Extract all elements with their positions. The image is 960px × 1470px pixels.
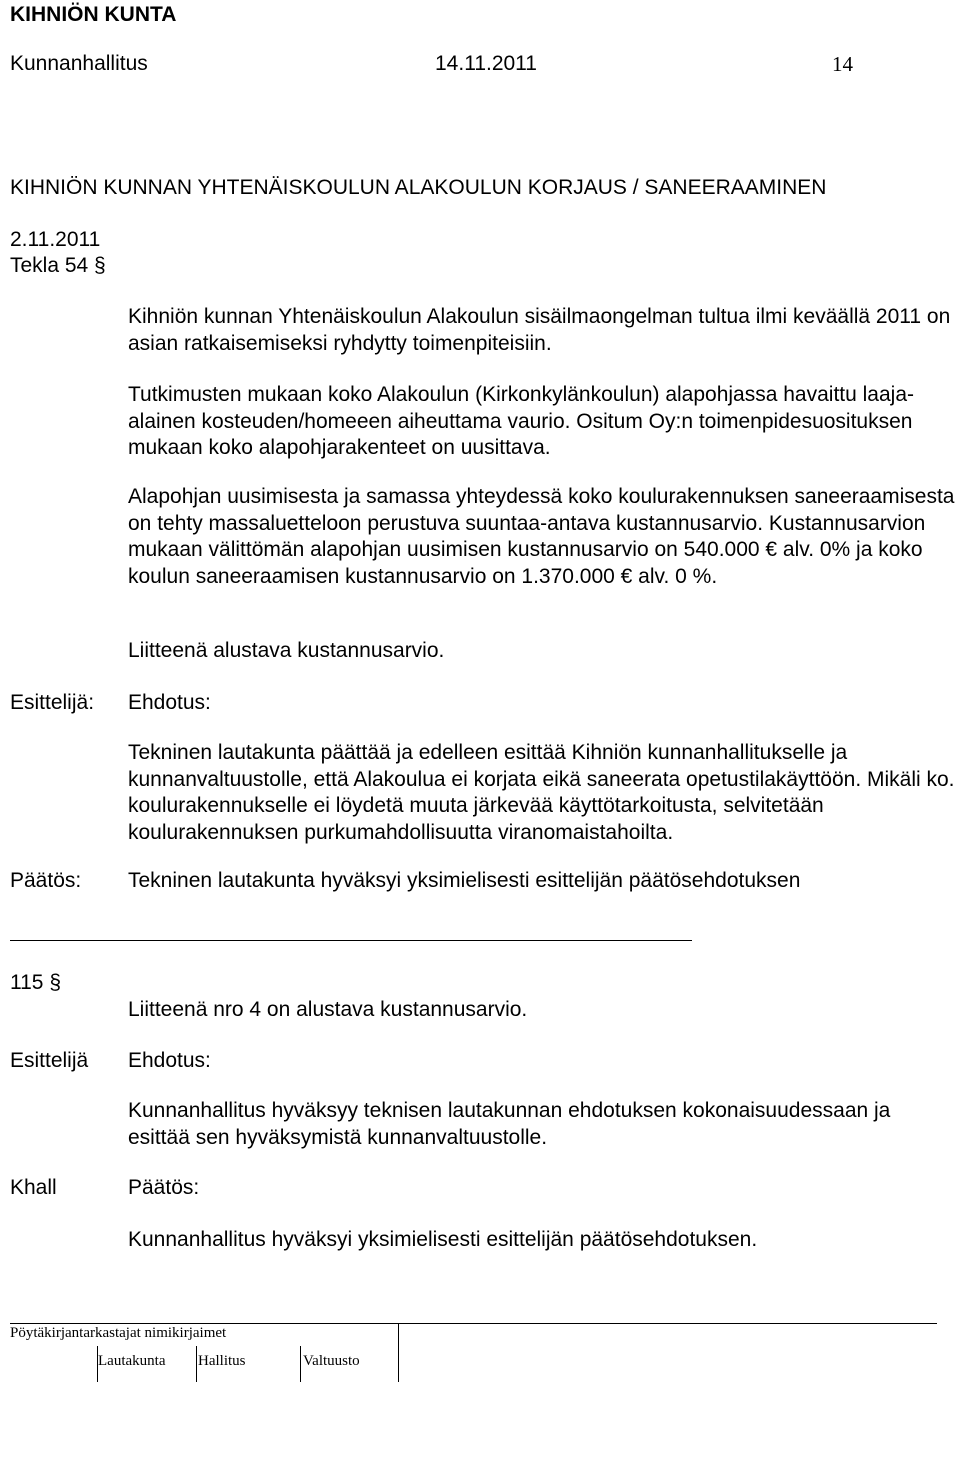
page-number: 14 [832,52,853,76]
footer-column-valtuusto: Valtuusto [303,1353,360,1369]
footer-column-hallitus: Hallitus [198,1353,246,1369]
section2-attachment: Liitteenä nro 4 on alustava kustannusarvio. [128,998,528,1021]
paragraph-3 [128,484,958,590]
header-date: 14.11.2011 [435,52,537,75]
section2-body-label: Khall [10,1176,57,1199]
paragraph-2 [128,382,958,462]
footer-column-divider [196,1346,197,1382]
section2-proposal-label: Ehdotus: [128,1049,211,1072]
section2-decision-text: Kunnanhallitus hyväksyi yksimielisesti esittelijän päätösehdotuksen. [128,1228,758,1251]
presenter-label: Esittelijä: [10,691,95,714]
section2-reference: 115 § [10,971,61,994]
section-date: 2.11.2011 [10,228,101,251]
attachment-note: Liitteenä alustava kustannusarvio. [128,639,445,662]
proposal-paragraph: Tekninen lautakunta päättää ja edelleen esittää Kihniön kunnanhallitukselle ja kunnanvaltuustolle, että Alakoulua ei korjata eikä saneerata opetustilakäyttöön. Mikäli ko. koulurakennukselle ei löydetä muuta järkevää käyttötarkoitusta, selvitetään koulurakennuksen purkumahdollisuutta viranomaistahoilta. [128,741,955,844]
footer-title: Pöytäkirjantarkastajat nimikirjaimet [10,1325,227,1341]
paragraph-3-text: Alapohjan uusimisesta ja samassa yhteydessä koko koulurakennuksen saneeraamisesta on tehty massaluetteloon perustuva suuntaa-antava kustannusarvio. Kustannusarvion mukaan välittömän alapohjan uusimisen kustannusarvio on 540.000 € alv. 0% ja koko koulun saneeraamisen kustannusarvio on 1.370.000 € alv. 0 %. [128,485,955,588]
paragraph-1 [128,304,958,357]
section2-decision-label: Päätös: [128,1176,200,1199]
proposal-label: Ehdotus: [128,691,211,714]
footer-top-rule [397,1323,937,1324]
paragraph-2-text: Tutkimusten mukaan koko Alakoulun (Kirkonkylänkoulun) alapohjassa havaittu laaja-alainen kosteuden/homeeen aiheuttama vaurio. Ositum Oy:n toimenpidesuosituksen mukaan koko alapohjarakenteet on uusittava. [128,383,914,459]
section2-proposal-text [128,1098,958,1151]
footer-column-lautakunta: Lautakunta [98,1353,166,1369]
section-title: KIHNIÖN KUNNAN YHTENÄISKOULUN ALAKOULUN KORJAUS / SANEERAAMINEN [10,176,827,199]
section2-presenter-label: Esittelijä [10,1049,89,1072]
section2-proposal-paragraph: Kunnanhallitus hyväksyy teknisen lautakunnan ehdotuksen kokonaisuudessaan ja esittää sen hyväksymistä kunnanvaltuustolle. [128,1099,891,1149]
municipality-title: KIHNIÖN KUNTA [10,3,177,26]
footer-column-divider [300,1346,301,1382]
paragraph-1-text: Kihniön kunnan Yhtenäiskoulun Alakoulun sisäilmaongelman tultua ilmi keväällä 2011 on asian ratkaisemiseksi ryhdytty toimenpiteisiin. [128,305,951,355]
decision-text: Tekninen lautakunta hyväksyi yksimielisesti esittelijän päätösehdotuksen [128,869,801,892]
footer-column-divider [97,1346,98,1382]
section-reference: Tekla 54 § [10,254,106,277]
proposal-text [128,740,958,846]
section-divider [10,940,692,941]
header-body-name: Kunnanhallitus [10,52,148,75]
decision-label: Päätös: [10,869,82,892]
